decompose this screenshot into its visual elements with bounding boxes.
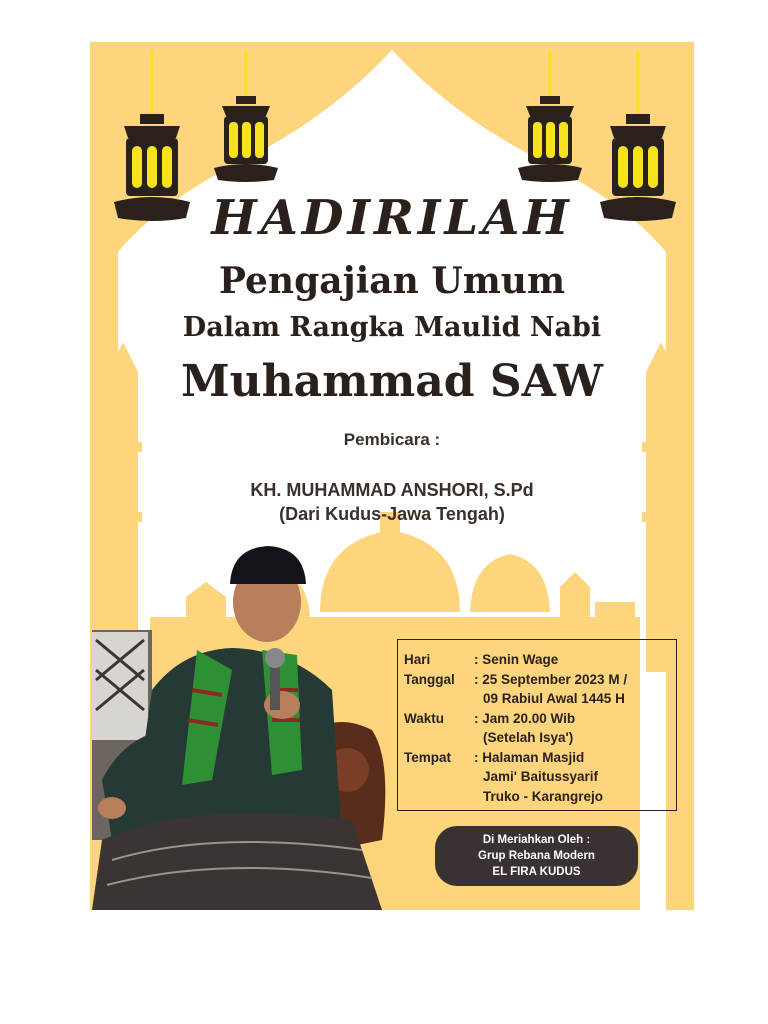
event-name: Muhammad SAW: [180, 356, 604, 407]
place-value-3: Truko - Karangrejo: [483, 788, 604, 804]
date-label: Tanggal: [404, 671, 455, 687]
speaker-photo: [92, 540, 392, 910]
heading: HADIRILAH: [211, 190, 573, 246]
day-value: : Senin Wage: [474, 652, 559, 667]
entertainment-label: Di Meriahkan Oleh :: [482, 834, 591, 846]
time-value: : Jam 20.00 Wib: [474, 710, 576, 726]
entertainment-badge: [435, 826, 638, 886]
event-details: [397, 639, 677, 811]
speaker-label: Pembicara :: [343, 430, 441, 449]
date-value-hijri: 09 Rabiul Awal 1445 H: [483, 691, 625, 706]
speaker-origin: (Dari Kudus-Jawa Tengah): [279, 504, 505, 524]
detail-time: [404, 709, 670, 748]
place-value-2: Jami' Baitussyarif: [483, 769, 599, 784]
event-title: Pengajian Umum: [218, 260, 566, 302]
entertainment-group: Grup Rebana Modern: [478, 850, 595, 862]
time-label: Waktu: [404, 710, 444, 726]
detail-day: [404, 650, 670, 670]
time-note: (Setelah Isya'): [483, 730, 574, 745]
speaker-name: KH. MUHAMMAD ANSHORI, S.Pd: [250, 480, 534, 500]
date-value-gregorian: : 25 September 2023 M /: [474, 671, 628, 687]
day-label: Hari: [404, 652, 431, 667]
entertainment-name: EL FIRA KUDUS: [492, 866, 581, 878]
place-value: : Halaman Masjid: [474, 749, 585, 765]
detail-place: [404, 748, 670, 807]
event-subtitle: Dalam Rangka Maulid Nabi: [182, 312, 602, 343]
place-label: Tempat: [404, 749, 452, 765]
detail-date: [404, 670, 670, 709]
poster: [90, 42, 694, 910]
